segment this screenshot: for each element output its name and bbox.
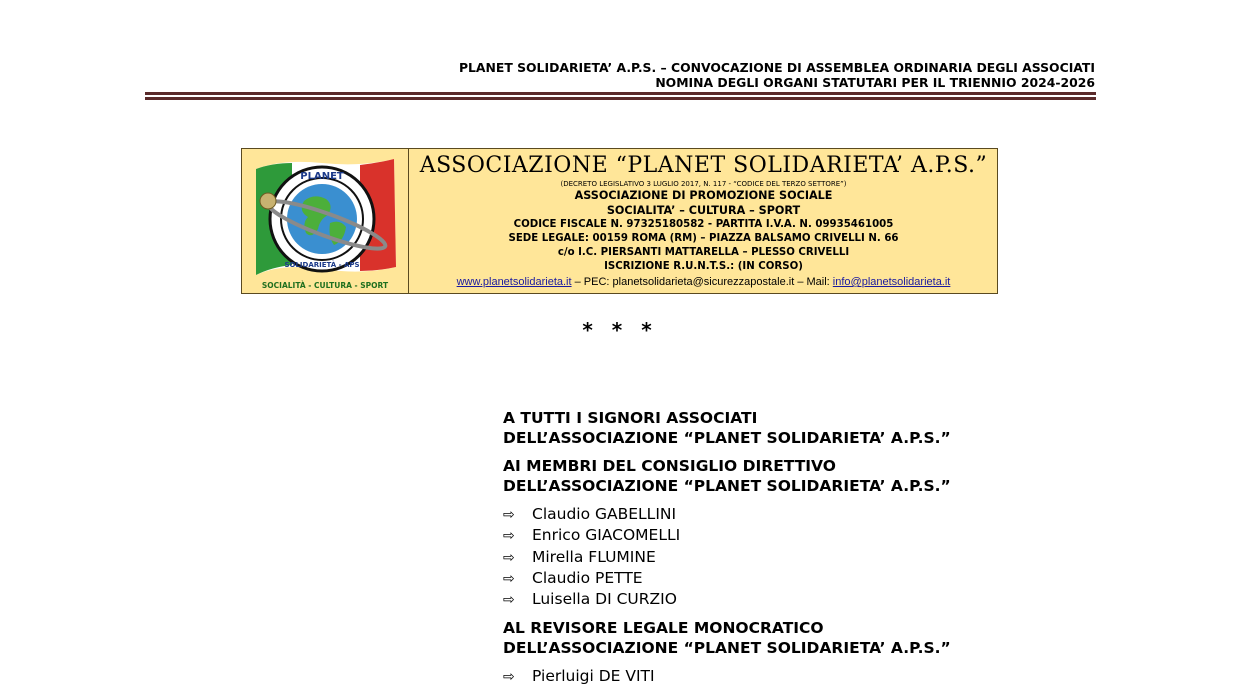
logo bbox=[242, 149, 409, 293]
header-line-2: NOMINA DEGLI ORGANI STATUTARI PER IL TRIENNIO 2024-2026 bbox=[655, 75, 1095, 90]
logo-emblem-icon bbox=[242, 149, 408, 281]
header-line-1: PLANET SOLIDARIETA’ A.P.S. – CONVOCAZIONE DI ASSEMBLEA ORDINARIA DEGLI ASSOCIATI bbox=[458, 60, 1095, 75]
letterhead bbox=[241, 148, 998, 294]
recipient-heading-auditor: AL REVISORE LEGALE MONOCRATICO DELL’ASSOCIAZIONE “PLANET SOLIDARIETA’ A.P.S.” bbox=[503, 619, 951, 658]
list-item: ⇨ Enrico GIACOMELLI bbox=[503, 525, 1103, 546]
page-header bbox=[145, 60, 1095, 90]
header-rule-top bbox=[145, 92, 1096, 95]
letterhead-line-1: ASSOCIAZIONE DI PROMOZIONE SOCIALE bbox=[574, 189, 833, 202]
right-arrow-icon: ⇨ bbox=[503, 570, 515, 587]
list-item: ⇨ Pierluigi DE VITI bbox=[503, 666, 1103, 687]
recipient-heading-associates: A TUTTI I SIGNORI ASSOCIATI DELL’ASSOCIAZIONE “PLANET SOLIDARIETA’ A.P.S.” bbox=[503, 409, 951, 447]
auditor-list bbox=[503, 666, 1103, 687]
letterhead-line-2: SOCIALITA’ – CULTURA – SPORT bbox=[606, 203, 801, 217]
decree-line: (DECRETO LEGISLATIVO 3 LUGLIO 2017, N. 117 - “CODICE DEL TERZO SETTORE”) bbox=[560, 180, 847, 188]
recipient-heading-board: AI MEMBRI DEL CONSIGLIO DIRETTIVO DELL’ASSOCIAZIONE “PLANET SOLIDARIETA’ A.P.S.” bbox=[503, 457, 951, 495]
contact-line bbox=[409, 275, 998, 290]
letterhead-line-3: CODICE FISCALE N. 97325180582 - PARTITA I.V.A. N. 09935461005 bbox=[513, 219, 894, 230]
right-arrow-icon: ⇨ bbox=[503, 549, 515, 566]
header-rule-bottom bbox=[145, 97, 1096, 100]
website-link[interactable]: www.planetsolidarieta.it bbox=[456, 276, 572, 288]
right-arrow-icon: ⇨ bbox=[503, 669, 515, 686]
list-item: ⇨ Claudio GABELLINI bbox=[503, 504, 1103, 525]
pec-text: – PEC: planetsolidarieta@sicurezzapostale.it – Mail: bbox=[571, 276, 833, 288]
association-title: ASSOCIAZIONE “PLANET SOLIDARIETA’ A.P.S.” bbox=[419, 153, 988, 178]
list-item: ⇨ Claudio PETTE bbox=[503, 568, 1103, 589]
letterhead-line-4: SEDE LEGALE: 00159 ROMA (RM) – PIAZZA BALSAMO CRIVELLI N. 66 bbox=[508, 233, 899, 244]
right-arrow-icon: ⇨ bbox=[503, 528, 515, 545]
right-arrow-icon: ⇨ bbox=[503, 592, 515, 609]
list-item: ⇨ Mirella FLUMINE bbox=[503, 547, 1103, 568]
svg-text:PLANET: PLANET bbox=[300, 171, 344, 182]
right-arrow-icon: ⇨ bbox=[503, 507, 515, 523]
list-item: ⇨ Luisella DI CURZIO bbox=[503, 589, 1103, 610]
board-member-list bbox=[503, 504, 1103, 610]
section-separator: * * * bbox=[582, 318, 658, 342]
letterhead-line-5: c/o I.C. PIERSANTI MATTARELLA – PLESSO CRIVELLI bbox=[557, 247, 850, 258]
logo-caption: SOCIALITÀ - CULTURA - SPORT bbox=[261, 281, 389, 290]
letterhead-text bbox=[409, 149, 998, 290]
recipients bbox=[503, 408, 1103, 696]
email-link[interactable]: info@planetsolidarieta.it bbox=[832, 276, 951, 288]
svg-text:SOLIDARIETÀ - APS: SOLIDARIETÀ - APS bbox=[284, 261, 360, 269]
letterhead-line-6: ISCRIZIONE R.U.N.T.S.: (IN CORSO) bbox=[604, 261, 803, 272]
